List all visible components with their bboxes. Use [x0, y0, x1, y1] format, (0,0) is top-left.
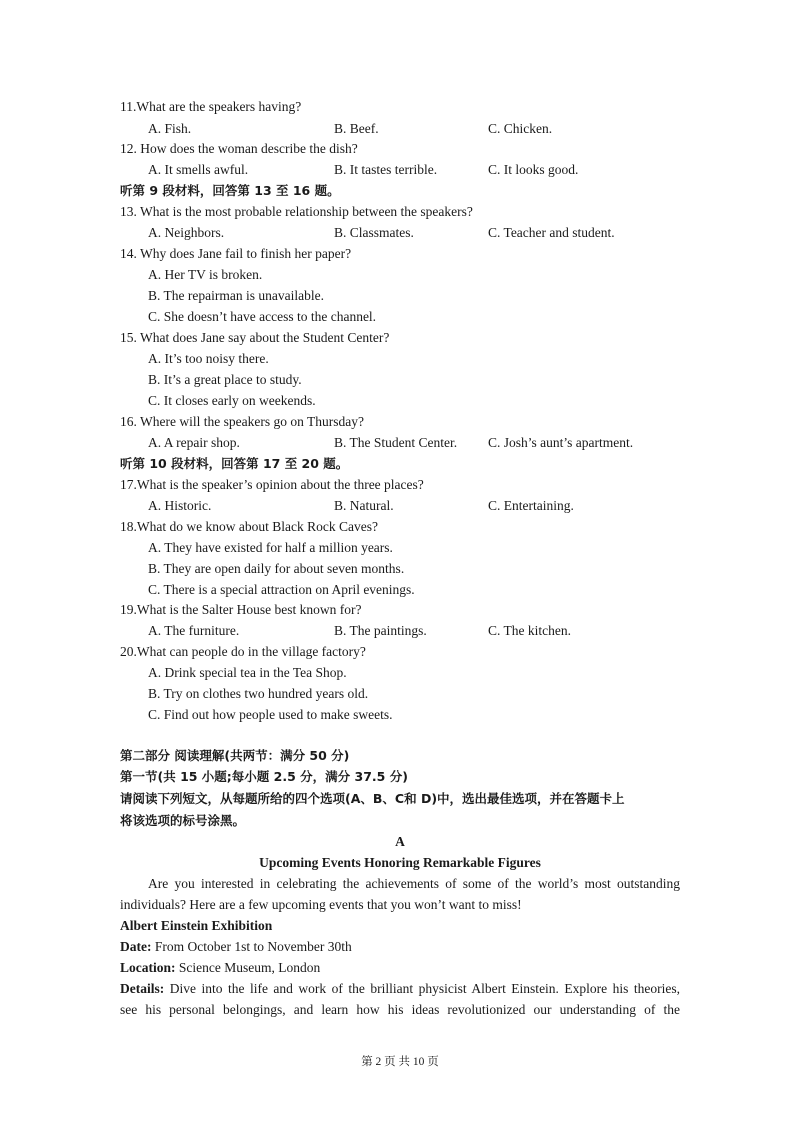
date-value: From October 1st to November 30th	[151, 939, 352, 954]
question-12-stem: 12. How does the woman describe the dish?	[120, 141, 358, 156]
question-14-stem: 14. Why does Jane fail to finish her paper?	[120, 246, 352, 261]
page-footer: 第 2 页 共 10 页	[361, 1056, 439, 1068]
question-20-option-c: C. Find out how people used to make sweets.	[148, 707, 393, 722]
question-19-option-a: A. The furniture.	[148, 623, 240, 638]
passage-letter: A	[395, 834, 405, 849]
question-16-stem: 16. Where will the speakers go on Thursday?	[120, 414, 364, 429]
passage-intro-line-2: individuals? Here are a few upcoming events that you won’t want to miss!	[120, 897, 522, 912]
question-18-option-c: C. There is a special attraction on April evenings.	[148, 582, 415, 597]
question-18-option-a: A. They have existed for half a million years.	[148, 540, 393, 555]
question-13-option-b: B. Classmates.	[334, 225, 414, 240]
question-17-stem: 17.What is the speaker’s opinion about the three places?	[120, 477, 424, 492]
question-17-option-b: B. Natural.	[334, 498, 394, 513]
question-14-option-b: B. The repairman is unavailable.	[148, 288, 324, 303]
location-label: Location:	[120, 960, 176, 975]
question-11-option-a: A. Fish.	[148, 121, 192, 136]
reading-instruction-line-2: 将该选项的标号涂黑。	[120, 813, 246, 828]
question-15-option-b: B. It’s a great place to study.	[148, 372, 302, 387]
question-16-option-c: C. Josh’s aunt’s apartment.	[488, 435, 634, 450]
question-19-stem: 19.What is the Salter House best known for?	[120, 602, 362, 617]
event-title: Albert Einstein Exhibition	[120, 918, 273, 933]
question-12-option-c: C. It looks good.	[488, 162, 579, 177]
event-date	[120, 939, 352, 955]
question-15-stem: 15. What does Jane say about the Student Center?	[120, 330, 390, 345]
question-20-option-b: B. Try on clothes two hundred years old.	[148, 686, 369, 701]
question-18-option-b: B. They are open daily for about seven months.	[148, 561, 405, 576]
location-value: Science Museum, London	[175, 960, 321, 975]
section-9-instruction: 听第 9 段材料，回答第 13 至 16 题。	[120, 183, 340, 198]
event-location	[120, 960, 320, 976]
question-16-option-b: B. The Student Center.	[334, 435, 458, 450]
passage-title: Upcoming Events Honoring Remarkable Figures	[259, 855, 541, 870]
details-line-1-text: Dive into the life and work of the brilliant physicist Albert Einstein. Explore his theories,	[164, 981, 680, 996]
question-11-option-b: B. Beef.	[334, 121, 379, 136]
question-20-stem: 20.What can people do in the village factory?	[120, 644, 366, 659]
question-20-option-a: A. Drink special tea in the Tea Shop.	[148, 665, 347, 680]
question-12-option-b: B. It tastes terrible.	[334, 162, 438, 177]
passage-intro-line-1: Are you interested in celebrating the achievements of some of the world’s most outstanding	[148, 876, 680, 891]
reading-part-title: 第二部分 阅读理解(共两节：满分 50 分)	[120, 748, 350, 763]
section-10-instruction: 听第 10 段材料，回答第 17 至 20 题。	[120, 456, 349, 471]
event-details-line-1	[120, 981, 680, 997]
question-13-option-c: C. Teacher and student.	[488, 225, 615, 240]
question-15-option-c: C. It closes early on weekends.	[148, 393, 316, 408]
question-12-option-a: A. It smells awful.	[148, 162, 249, 177]
question-15-option-a: A. It’s too noisy there.	[148, 351, 269, 366]
question-17-option-a: A. Historic.	[148, 498, 212, 513]
question-13-stem: 13. What is the most probable relationship between the speakers?	[120, 204, 473, 219]
reading-instruction-line-1: 请阅读下列短文，从每题所给的四个选项(A、B、C和 D)中，选出最佳选项，并在答题卡上	[120, 791, 625, 806]
question-13-option-a: A. Neighbors.	[148, 225, 225, 240]
question-19-option-c: C. The kitchen.	[488, 623, 571, 638]
question-18-stem: 18.What do we know about Black Rock Caves?	[120, 519, 378, 534]
question-14-option-c: C. She doesn’t have access to the channel.	[148, 309, 377, 324]
date-label: Date:	[120, 939, 152, 954]
question-16-option-a: A. A repair shop.	[148, 435, 240, 450]
question-11-stem: 11.What are the speakers having?	[120, 99, 302, 114]
question-11-option-c: C. Chicken.	[488, 121, 553, 136]
question-14-option-a: A. Her TV is broken.	[148, 267, 263, 282]
question-17-option-c: C. Entertaining.	[488, 498, 574, 513]
event-details-line-2: see his personal belongings, and learn how his ideas revolutionized our understanding of the	[120, 1002, 680, 1017]
details-label: Details:	[120, 981, 165, 996]
question-19-option-b: B. The paintings.	[334, 623, 427, 638]
reading-section-title: 第一节(共 15 小题;每小题 2.5 分，满分 37.5 分)	[120, 769, 408, 784]
